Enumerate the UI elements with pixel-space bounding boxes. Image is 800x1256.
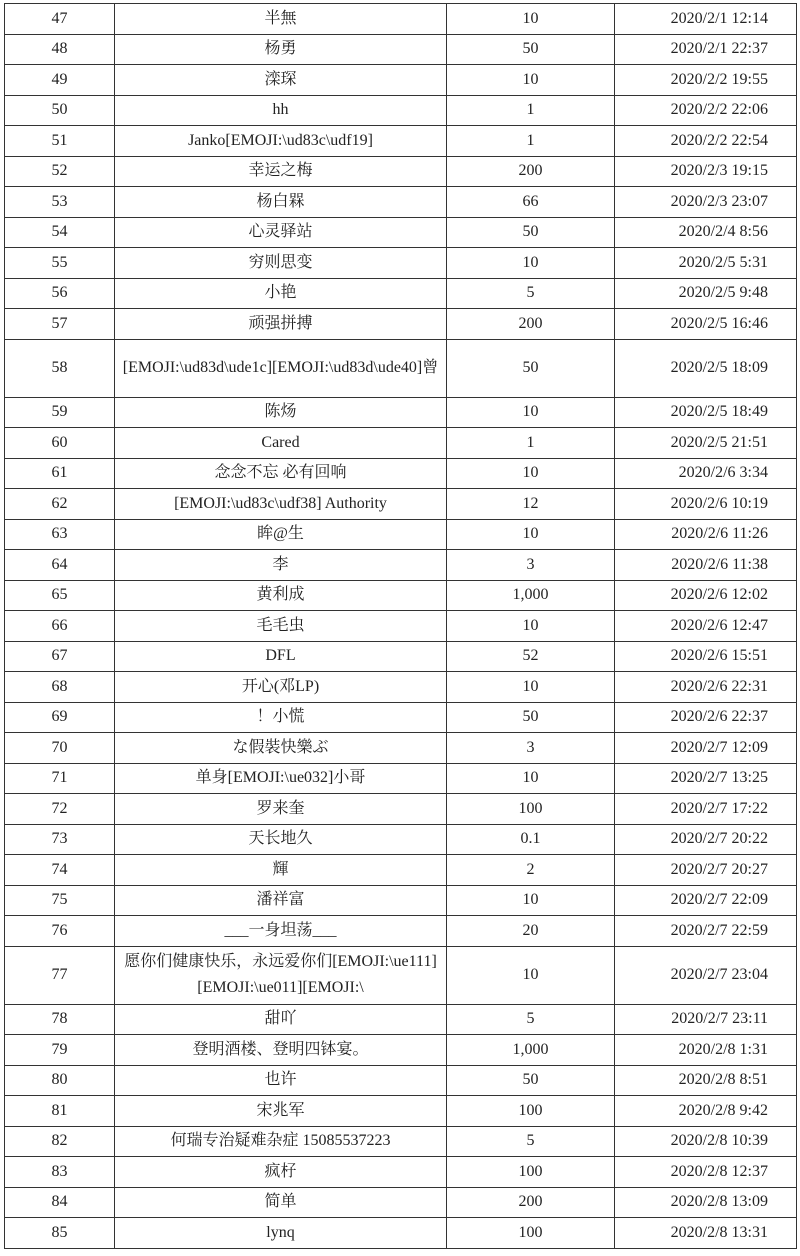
donation-time: 2020/2/7 12:09 <box>615 733 797 764</box>
donation-amount: 10 <box>447 248 615 279</box>
table-row <box>5 156 797 187</box>
table-row <box>5 1157 797 1188</box>
donation-amount: 52 <box>447 641 615 672</box>
donor-name: 李 <box>115 550 447 581</box>
donation-amount: 20 <box>447 916 615 947</box>
donation-time: 2020/2/7 20:27 <box>615 855 797 886</box>
row-number: 52 <box>5 156 115 187</box>
donation-time: 2020/2/8 12:37 <box>615 1157 797 1188</box>
donor-name: 眸@生 <box>115 519 447 550</box>
donation-amount: 10 <box>447 946 615 1004</box>
table-row <box>5 95 797 126</box>
donation-amount: 1 <box>447 428 615 459</box>
donation-amount: 10 <box>447 672 615 703</box>
donation-time: 2020/2/5 16:46 <box>615 309 797 340</box>
donation-amount: 10 <box>447 519 615 550</box>
row-number: 60 <box>5 428 115 459</box>
donor-name: 黄利成 <box>115 580 447 611</box>
table-row <box>5 339 797 397</box>
row-number: 70 <box>5 733 115 764</box>
donation-amount: 2 <box>447 855 615 886</box>
donation-amount: 200 <box>447 156 615 187</box>
table-row <box>5 672 797 703</box>
row-number: 65 <box>5 580 115 611</box>
row-number: 85 <box>5 1218 115 1249</box>
donor-name: [EMOJI:\ud83c\udf38] Authority <box>115 489 447 520</box>
row-number: 77 <box>5 946 115 1004</box>
donation-time: 2020/2/7 22:09 <box>615 885 797 916</box>
donor-name: 念念不忘 必有回响 <box>115 458 447 489</box>
row-number: 57 <box>5 309 115 340</box>
row-number: 56 <box>5 278 115 309</box>
row-number: 76 <box>5 916 115 947</box>
donation-amount: 3 <box>447 550 615 581</box>
donor-name: 顽强拼搏 <box>115 309 447 340</box>
donation-amount: 10 <box>447 458 615 489</box>
row-number: 78 <box>5 1004 115 1035</box>
donor-name: 疯杍 <box>115 1157 447 1188</box>
donation-amount: 1,000 <box>447 1035 615 1066</box>
row-number: 51 <box>5 126 115 157</box>
donation-amount: 100 <box>447 1218 615 1249</box>
donation-time: 2020/2/5 18:49 <box>615 397 797 428</box>
table-row <box>5 1218 797 1249</box>
donor-name: 滦琛 <box>115 65 447 96</box>
donation-amount: 100 <box>447 1096 615 1127</box>
donation-amount: 200 <box>447 309 615 340</box>
donation-time: 2020/2/8 1:31 <box>615 1035 797 1066</box>
row-number: 67 <box>5 641 115 672</box>
table-row <box>5 397 797 428</box>
donation-amount: 5 <box>447 1004 615 1035</box>
donor-name: 半無 <box>115 4 447 35</box>
table-row <box>5 309 797 340</box>
donation-amount: 1 <box>447 126 615 157</box>
donation-time: 2020/2/7 22:59 <box>615 916 797 947</box>
donation-time: 2020/2/7 20:22 <box>615 824 797 855</box>
table-row <box>5 1187 797 1218</box>
donor-name: 甜吖 <box>115 1004 447 1035</box>
donation-time: 2020/2/7 23:11 <box>615 1004 797 1035</box>
row-number: 49 <box>5 65 115 96</box>
donation-amount: 100 <box>447 1157 615 1188</box>
table-row <box>5 855 797 886</box>
row-number: 63 <box>5 519 115 550</box>
donor-name: 简单 <box>115 1187 447 1218</box>
donation-amount: 50 <box>447 217 615 248</box>
row-number: 82 <box>5 1126 115 1157</box>
donor-name: 登明酒楼、登明四钵宴。 <box>115 1035 447 1066</box>
donor-name: 心灵驿站 <box>115 217 447 248</box>
donation-time: 2020/2/6 22:37 <box>615 702 797 733</box>
donation-amount: 200 <box>447 1187 615 1218</box>
row-number: 47 <box>5 4 115 35</box>
row-number: 61 <box>5 458 115 489</box>
donor-name: 毛毛虫 <box>115 611 447 642</box>
donation-time: 2020/2/8 10:39 <box>615 1126 797 1157</box>
donation-amount: 66 <box>447 187 615 218</box>
donation-amount: 5 <box>447 1126 615 1157</box>
row-number: 66 <box>5 611 115 642</box>
donor-name: 幸运之梅 <box>115 156 447 187</box>
row-number: 79 <box>5 1035 115 1066</box>
table-row <box>5 1096 797 1127</box>
table-row <box>5 824 797 855</box>
table-row <box>5 794 797 825</box>
row-number: 50 <box>5 95 115 126</box>
donor-name: 小艳 <box>115 278 447 309</box>
donor-name: ___一身坦荡___ <box>115 916 447 947</box>
table-row <box>5 641 797 672</box>
donation-time: 2020/2/7 23:04 <box>615 946 797 1004</box>
donor-name: 穷则思变 <box>115 248 447 279</box>
table-row <box>5 519 797 550</box>
donation-time: 2020/2/8 9:42 <box>615 1096 797 1127</box>
donation-amount: 100 <box>447 794 615 825</box>
donation-amount: 50 <box>447 702 615 733</box>
donation-amount: 10 <box>447 885 615 916</box>
table-row <box>5 428 797 459</box>
donor-name: 愿你们健康快乐，永远爱你们[EMOJI:\ue111][EMOJI:\ue011][EMOJI:\ <box>115 946 447 1004</box>
donor-name: 杨白槑 <box>115 187 447 218</box>
table-row <box>5 763 797 794</box>
donor-name: 也许 <box>115 1065 447 1096</box>
donation-table <box>4 3 797 1249</box>
donation-time: 2020/2/7 13:25 <box>615 763 797 794</box>
donation-time: 2020/2/6 15:51 <box>615 641 797 672</box>
table-row <box>5 458 797 489</box>
donation-time: 2020/2/6 22:31 <box>615 672 797 703</box>
row-number: 48 <box>5 34 115 65</box>
donation-amount: 10 <box>447 763 615 794</box>
table-row <box>5 126 797 157</box>
donation-time: 2020/2/5 21:51 <box>615 428 797 459</box>
row-number: 53 <box>5 187 115 218</box>
row-number: 83 <box>5 1157 115 1188</box>
donation-time: 2020/2/5 18:09 <box>615 339 797 397</box>
row-number: 73 <box>5 824 115 855</box>
donation-time: 2020/2/3 23:07 <box>615 187 797 218</box>
table-row <box>5 1065 797 1096</box>
donor-name: Janko[EMOJI:\ud83c\udf19] <box>115 126 447 157</box>
donor-name: hh <box>115 95 447 126</box>
donation-time: 2020/2/8 13:09 <box>615 1187 797 1218</box>
table-row <box>5 4 797 35</box>
donor-name: ！小慌 <box>115 702 447 733</box>
table-row <box>5 702 797 733</box>
table-row <box>5 916 797 947</box>
row-number: 55 <box>5 248 115 279</box>
row-number: 68 <box>5 672 115 703</box>
donor-name: 单身[EMOJI:\ue032]小哥 <box>115 763 447 794</box>
donor-name: Cared <box>115 428 447 459</box>
table-row <box>5 1004 797 1035</box>
row-number: 59 <box>5 397 115 428</box>
donation-time: 2020/2/1 22:37 <box>615 34 797 65</box>
table-row <box>5 65 797 96</box>
donation-amount: 10 <box>447 4 615 35</box>
table-row <box>5 1035 797 1066</box>
donation-amount: 10 <box>447 397 615 428</box>
table-row <box>5 217 797 248</box>
table-row <box>5 248 797 279</box>
table-body <box>5 4 797 1249</box>
table-row <box>5 946 797 1004</box>
donation-time: 2020/2/4 8:56 <box>615 217 797 248</box>
donation-time: 2020/2/2 22:06 <box>615 95 797 126</box>
row-number: 58 <box>5 339 115 397</box>
donation-amount: 0.1 <box>447 824 615 855</box>
donation-amount: 1,000 <box>447 580 615 611</box>
donation-amount: 50 <box>447 34 615 65</box>
donation-time: 2020/2/5 9:48 <box>615 278 797 309</box>
donation-amount: 12 <box>447 489 615 520</box>
donation-time: 2020/2/6 3:34 <box>615 458 797 489</box>
donation-time: 2020/2/8 13:31 <box>615 1218 797 1249</box>
row-number: 72 <box>5 794 115 825</box>
donor-name: 陈炀 <box>115 397 447 428</box>
table-row <box>5 550 797 581</box>
table-row <box>5 187 797 218</box>
donor-name: 罗来奎 <box>115 794 447 825</box>
donation-time: 2020/2/6 11:26 <box>615 519 797 550</box>
row-number: 81 <box>5 1096 115 1127</box>
donation-amount: 50 <box>447 1065 615 1096</box>
row-number: 80 <box>5 1065 115 1096</box>
donation-time: 2020/2/6 11:38 <box>615 550 797 581</box>
donor-name: DFL <box>115 641 447 672</box>
row-number: 75 <box>5 885 115 916</box>
row-number: 64 <box>5 550 115 581</box>
donation-time: 2020/2/6 12:47 <box>615 611 797 642</box>
table-row <box>5 278 797 309</box>
table-row <box>5 34 797 65</box>
donation-amount: 10 <box>447 611 615 642</box>
donor-name: 天长地久 <box>115 824 447 855</box>
donation-time: 2020/2/7 17:22 <box>615 794 797 825</box>
donation-time: 2020/2/2 22:54 <box>615 126 797 157</box>
donation-amount: 10 <box>447 65 615 96</box>
donor-name: な假裝快樂ぶ <box>115 733 447 764</box>
donor-name: 开心(邓LP) <box>115 672 447 703</box>
row-number: 54 <box>5 217 115 248</box>
donor-name: 潘祥富 <box>115 885 447 916</box>
donation-time: 2020/2/6 12:02 <box>615 580 797 611</box>
row-number: 69 <box>5 702 115 733</box>
donor-name: 杨勇 <box>115 34 447 65</box>
donation-time: 2020/2/8 8:51 <box>615 1065 797 1096</box>
row-number: 71 <box>5 763 115 794</box>
donation-time: 2020/2/3 19:15 <box>615 156 797 187</box>
donor-name: [EMOJI:\ud83d\ude1c][EMOJI:\ud83d\ude40]曾 <box>115 339 447 397</box>
row-number: 62 <box>5 489 115 520</box>
donation-time: 2020/2/5 5:31 <box>615 248 797 279</box>
table-row <box>5 733 797 764</box>
donor-name: 輝 <box>115 855 447 886</box>
donation-amount: 50 <box>447 339 615 397</box>
table-row <box>5 489 797 520</box>
donation-time: 2020/2/6 10:19 <box>615 489 797 520</box>
table-row <box>5 611 797 642</box>
donation-time: 2020/2/1 12:14 <box>615 4 797 35</box>
donation-time: 2020/2/2 19:55 <box>615 65 797 96</box>
donation-amount: 1 <box>447 95 615 126</box>
donor-name: 何瑞专治疑难杂症 15085537223 <box>115 1126 447 1157</box>
donation-amount: 5 <box>447 278 615 309</box>
donor-name: lynq <box>115 1218 447 1249</box>
donor-name: 宋兆军 <box>115 1096 447 1127</box>
table-row <box>5 885 797 916</box>
table-row <box>5 580 797 611</box>
row-number: 74 <box>5 855 115 886</box>
table-row <box>5 1126 797 1157</box>
donation-amount: 3 <box>447 733 615 764</box>
row-number: 84 <box>5 1187 115 1218</box>
